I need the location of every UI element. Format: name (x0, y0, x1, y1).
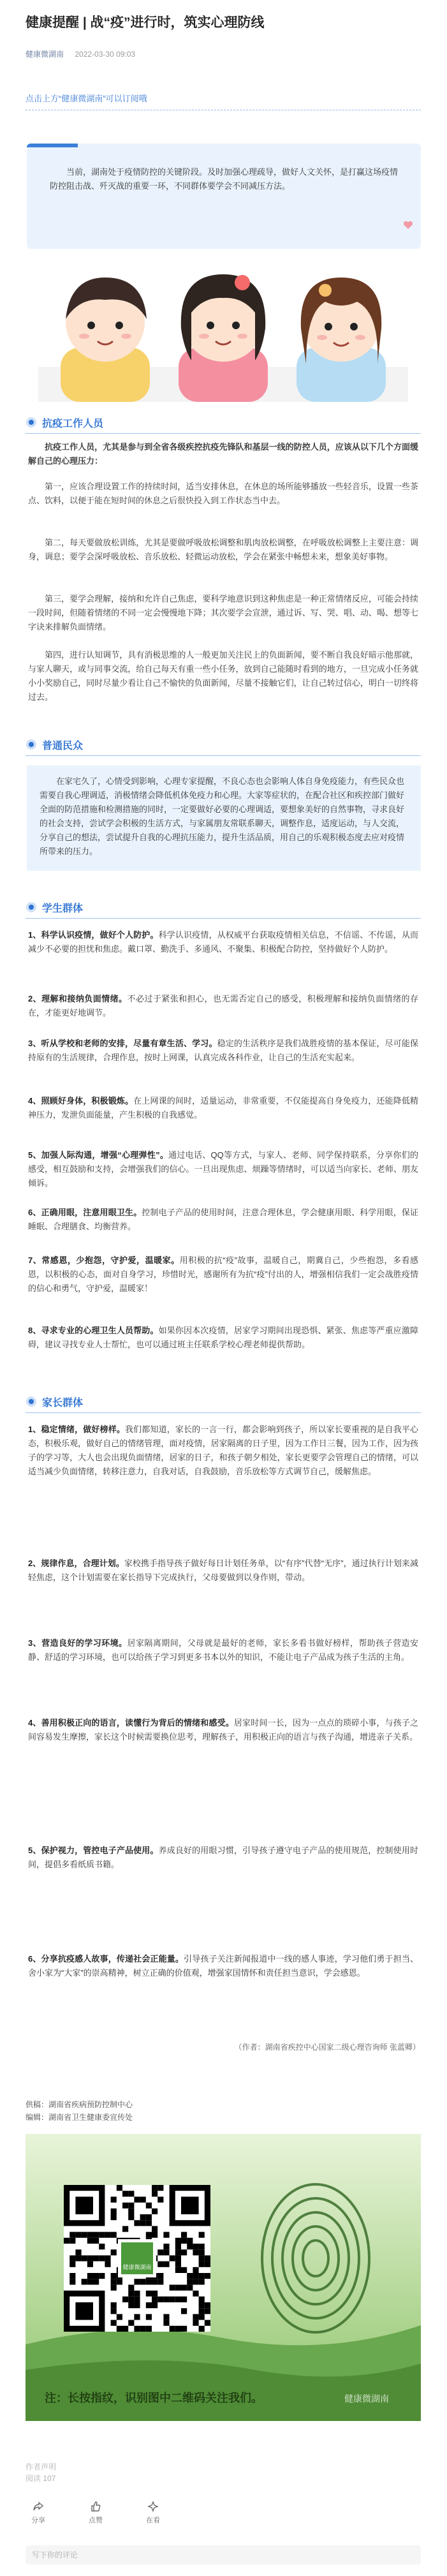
item-title: 2、规律作息，合理计划。 (28, 1558, 124, 1568)
parents-item-5 (28, 1844, 418, 1872)
parents-item-4 (28, 1716, 418, 1744)
item-title: 6、正确用眼，注意用眼卫生。 (28, 1208, 142, 1217)
item-title: 4、善用积极正向的语言，读懂行为背后的情绪和感受。 (28, 1718, 234, 1728)
flower-icon (26, 417, 37, 428)
workers-para-4: 第四，进行认知调节，具有消极思维的人一般更加关注民上的负面新闻，要不断自我良好暗示他那就，与家人聊天，或与同事交流，给自己每天有重一些小任务，放到自己能随时看到的地方，一旦完成小任务就小小奖励自己，同时尽量少看让自己不愉快的负面新闻，尽量不接触它们，让自己转过信心，明白一切终将过去。 (28, 650, 418, 702)
comment-input[interactable]: 写下你的评论 (26, 2545, 421, 2565)
children-illustration (26, 252, 421, 402)
girl-figure-middle (179, 274, 268, 402)
like-label: 点赞 (89, 2517, 103, 2524)
item-title: 4、照顾好身体，积极锻炼。 (28, 1096, 134, 1106)
workers-para-3: 第三，要学会理解，接纳和允许自己焦虑，要科学地意识到这种焦虑是一种正常情绪反应，可能会持续一段时间，但随着情绪的不同一定会慢慢地下降；其次要学会宣泄，通过诉、写、哭、唱、动、喝、想等七字诀来排解负面情绪。 (28, 594, 418, 632)
item-title: 3、听从学校和老师的安排，尽量有章生活、学习。 (28, 1039, 217, 1048)
section-heading-parents (26, 1391, 421, 1413)
flower-icon (26, 901, 37, 913)
item-body: 科学认识疫情，从权威平台获取疫情相关信息，不信谣、不传谣，从而减少不必要的担忧和焦虑。戴口罩、勤洗手、多通风、不聚集、积极配合防控，坚持做好个人防护。 (28, 930, 418, 954)
share-icon (33, 2501, 44, 2512)
students-item-5 (28, 1148, 418, 1190)
bottom-toolbar (0, 2501, 447, 2536)
item-body: 控制电子产品的使用时间，注意合理休息，学会健康用眼、科学用眼，保证睡眠、合理膳食、均衡营养。 (28, 1208, 418, 1231)
item-title: 5、加强人际沟通，增强“心理弹性”。 (28, 1150, 169, 1160)
publish-date: 2022-03-30 09:03 (75, 50, 136, 59)
item-body: 在上网课的间时，适量运动，非常重要，不仅能提高自身免疫力，还能降低精神压力，发泄负面能量，产生积极的自我感觉。 (28, 1096, 418, 1120)
article-meta (26, 48, 135, 59)
intro-corner-accent (27, 144, 78, 147)
item-title: 1、科学认识疫情，做好个人防护。 (28, 930, 159, 940)
heart-icon (403, 221, 413, 230)
students-item-6 (28, 1206, 418, 1234)
qr-logo-text: 健康微湖南 (122, 2264, 152, 2270)
item-title: 6、分享抗疫感人故事，传递社会正能量。 (28, 1954, 184, 1964)
subscribe-tip-text: 点击上方“健康微湖南”可以订阅哦 (26, 94, 147, 103)
watermark: 健康微湖南 (344, 2394, 389, 2404)
share-label: 分享 (31, 2517, 45, 2524)
flower-icon (26, 739, 37, 750)
students-item-2 (28, 992, 418, 1020)
item-body: 家校携手指导孩子做好每日计划任务单，以“有序”代替“无序”，通过执行计划来减轻焦虑，这个计划需要在家长指导下完成执行，父母要做到以身作则，带动。 (28, 1558, 418, 1582)
students-item-4 (28, 1094, 418, 1122)
section-heading-text: 学生群体 (42, 903, 84, 914)
section-heading-text: 家长群体 (42, 1397, 84, 1409)
item-body: 通过电话、QQ等方式，与家人、老师、同学保持联系，分享你们的感受，相互鼓励和支持，会增强我们的信心。一旦出现焦虑、烦躁等情绪时，可以适当向家长、老师、朋友倾诉。 (28, 1150, 418, 1188)
students-item-3 (28, 1037, 418, 1065)
item-title: 5、保护视力，管控电子产品使用。 (28, 1846, 159, 1855)
intro-text: 当前，湖南处于疫情防控的关键阶段。及时加强心理疏导，做好人文关怀，是打赢这场疫情防控阻击战、歼灭战的重要一环，不同群体要学会不同减压方法。 (50, 167, 399, 191)
author-statement: 作者声明 (26, 2462, 57, 2471)
article-title: 健康提醒 | 战“疫”进行时，筑实心理防线 (26, 15, 265, 30)
qr-code (64, 2185, 210, 2332)
item-title: 1、稳定情绪，做好榜样。 (28, 1425, 125, 1434)
author-note: （作者：湖南省疾控中心国家二级心理咨询师 张蓝卿） (234, 2043, 420, 2052)
section-heading-public (26, 734, 421, 756)
students-item-8 (28, 1324, 418, 1352)
subscribe-tip[interactable] (26, 92, 421, 110)
item-title: 2、理解和接纳负面情绪。 (28, 994, 128, 1003)
qr-panel[interactable] (26, 2134, 421, 2421)
workers-para-2: 第二，每天要做放松训练，尤其是要做呼吸放松调整和肌肉放松调整，在呼吸放松调整上主要注意：调身，调息；要学会深呼吸放松、音乐放松、轻微运动放松，学会在紧张中畅想未来，想象美好事物。 (28, 538, 418, 561)
section-heading-text: 抗疫工作人员 (42, 418, 104, 429)
girl-figure-right (297, 278, 386, 402)
parents-item-2 (28, 1557, 418, 1585)
item-body: 不必过于紧张和担心，也无需否定自己的感受，积极理解和接纳负面情绪的存在，才能更好地调节。 (28, 994, 418, 1018)
public-box: 在家宅久了，心情受到影响，心理专家提醒，不良心态也会影响人体自身免疫能力，有些民众也需要自我心理调适，消极情绪会降低机体免疫力和心理。大家等症状的，在配合社区和疾控部门做好全面的防范措施和检测措施的同时，一定要做好必要的心理调适，要想象美好的自然事物，寻求良好的社会支持，尝试学会积极的生活方式，与家属朋友常联系聊天，调整作息，适度运动，与人交流，分享自己的想法，尝试提升自我的心理抗压能力，提升生活品质，用自己的乐观积极态度去应对疫情所带来的压力。 (27, 766, 421, 871)
students-item-1 (28, 928, 418, 956)
item-title: 3、营造良好的学习环境。 (28, 1638, 128, 1648)
footer-note (26, 2461, 56, 2484)
parents-item-3 (28, 1636, 418, 1664)
qr-panel-graphic (26, 2134, 421, 2421)
intro-box (27, 144, 421, 249)
item-title: 7、常感恩，少抱怨，守护爱，温暖家。 (28, 1255, 180, 1265)
thumb-up-icon (90, 2501, 101, 2512)
students-item-7 (28, 1254, 418, 1296)
sparkle-icon (147, 2501, 159, 2512)
parents-item-6 (28, 1952, 418, 1980)
item-body: 居家时间一长，因为一点点的琐碎小事，与孩子之间容易发生摩擦，家长这个时候需要换位思考，理解孩子，用积极正向的语言与孩子沟通，增进亲子关系。 (28, 1718, 418, 1742)
boy-figure-left (61, 278, 150, 402)
item-body: 养成良好的用眼习惯，引导孩子遵守电子产品的使用规范，控制使用时间，提倡多看纸质书籍。 (28, 1846, 418, 1869)
item-body: 居家隔离期间，父母就是最好的老师，家长多看书做好榜样，帮助孩子营造安静、舒适的学习环境，也可以给孩子学习到更多书本以外的知识，不能让电子产品成为孩子生活的主角。 (28, 1638, 418, 1662)
like-button[interactable] (77, 2501, 115, 2525)
source-line-2: 编辑：湖南省卫生健康委宣传处 (26, 2113, 133, 2122)
qr-caption: 注：长按指纹，识别图中二维码关注我们。 (45, 2392, 263, 2404)
item-body: 如果你因本次疫情，居家学习期间出现恐惧、紧张、焦虑等严重应激障碍，建议寻找专业人士帮忙，也可以通过班主任联系学校心理老师提供帮助。 (28, 1326, 418, 1349)
read-count: 阅读 107 (26, 2474, 56, 2483)
parents-item-1 (28, 1423, 418, 1479)
source-line-1: 供稿：湖南省疾病预防控制中心 (26, 2100, 133, 2109)
item-body: 我们都知道，家长的一言一行，都会影响到孩子，所以家长要重视的是自我平心态，积极乐观，做好自己的情绪管理，面对疫情，居家隔离的日子里，因为工作日三餐，因为工作，因为孩子的学习等，大人也会出现负面情绪，居家的日子，和孩子朝夕相处，家长更要学会管理自己的情绪，可以适当减少负面情绪，转移注意力，自我对话，自我鼓励，音乐放松等方式调节自己，缓解焦虑。 (28, 1425, 418, 1476)
flower-icon (26, 1396, 37, 1407)
item-body: 引导孩子关注新闻报道中一线的感人事迹，学习他们勇于担当、舍小家为“大家”的崇高精神，树立正确的价值观，增强家国情怀和责任担当意识，学会感恩。 (28, 1954, 418, 1978)
section-heading-workers (26, 411, 421, 434)
workers-para-1: 第一，应该合理设置工作的持续时间，适当安排休息，在休息的场所能够播放一些轻音乐，设置一些茶点、饮料，以便于能在短时间的休息之后很快投入到工作状态当中去。 (28, 482, 418, 505)
section-heading-students (26, 896, 421, 919)
wow-label: 在看 (146, 2517, 160, 2524)
item-title: 8、寻求专业的心理卫生人员帮助。 (28, 1326, 159, 1335)
workers-lead: 抗疫工作人员，尤其是参与到全省各级疾控抗疫先锋队和基层一线的防控人员，应该从以下几个方面缓解自己的心理压力： (28, 442, 418, 466)
wow-button[interactable] (134, 2501, 172, 2525)
item-body: 稳定的生活秩序是我们战胜疫情的基本保证，尽可能保持原有的生活规律，合理作息，按时上网课，认真完成各科作业，让自己的生活充实起来。 (28, 1039, 418, 1062)
share-button[interactable] (19, 2501, 57, 2525)
item-body: 用积极的抗“疫”故事，温暖自己，期冀自己，少些抱怨，多看感恩，以积极的心态，面对自身学习，珍惜时光，感谢所有为抗“疫”付出的人，增强相信我们一定会战胜疫情的信心和勇气，守护爱，温暖家！ (28, 1255, 418, 1293)
section-heading-text: 普通民众 (42, 740, 84, 751)
account-link[interactable]: 健康微湖南 (26, 50, 64, 59)
